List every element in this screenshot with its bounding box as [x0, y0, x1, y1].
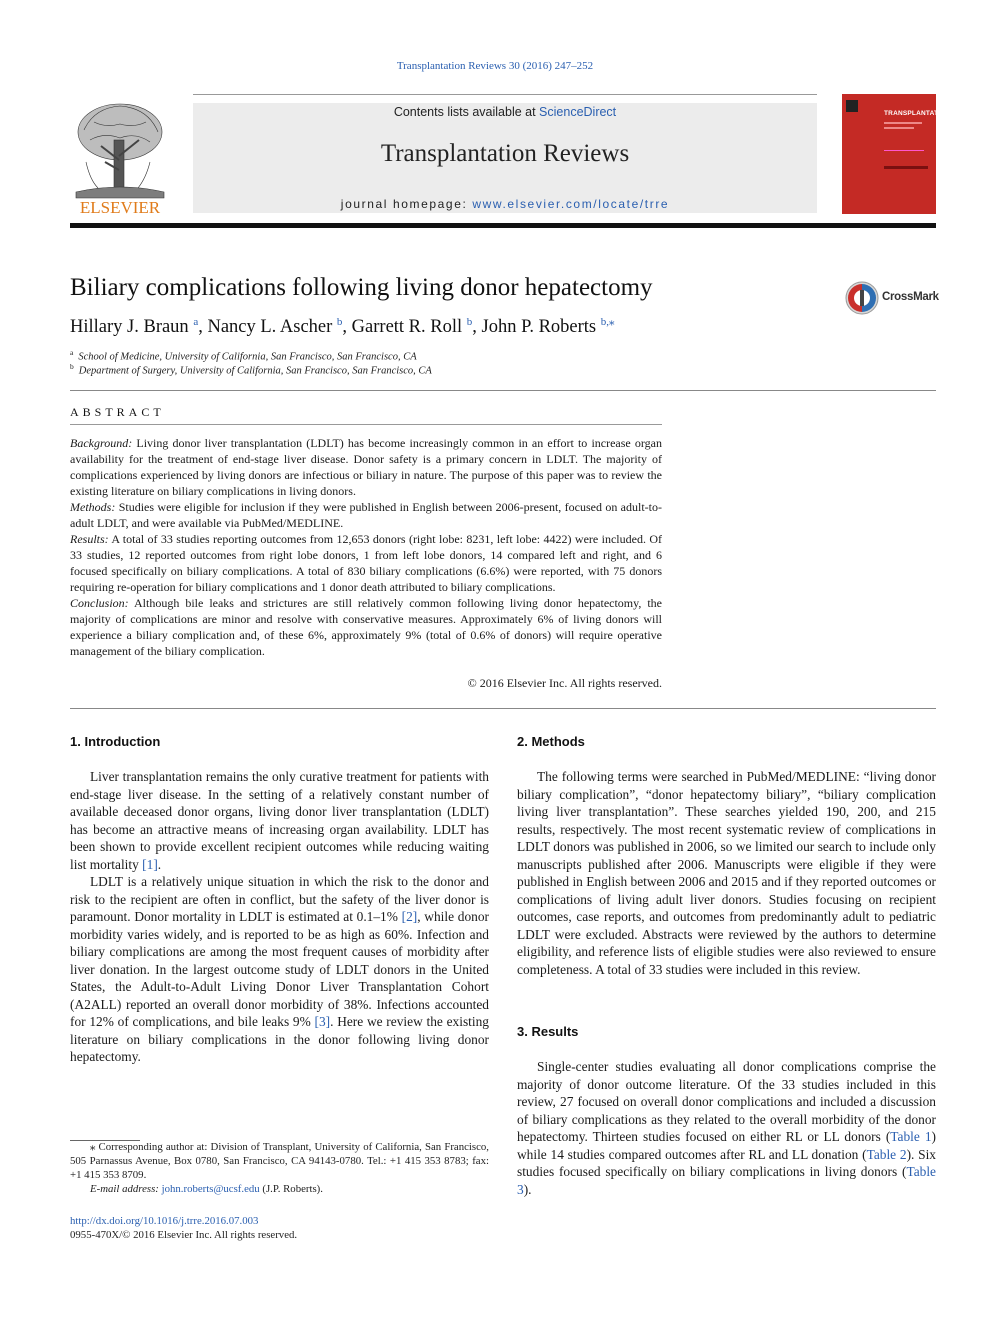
paragraph-text: .	[157, 856, 162, 872]
affiliation	[70, 362, 432, 377]
abstract-methods	[70, 499, 662, 531]
author-affiliation-mark[interactable]: b	[336, 316, 343, 328]
section-body-methods	[517, 768, 936, 978]
abstract-body	[70, 435, 662, 659]
email-suffix: (J.P. Roberts).	[259, 1183, 323, 1195]
affiliation-label: a	[70, 348, 74, 357]
abstract-label: Conclusion:	[70, 596, 129, 610]
email-line	[90, 1183, 323, 1195]
abstract-copyright: © 2016 Elsevier Inc. All rights reserved.	[467, 676, 662, 690]
abstract-text: Living donor liver transplantation (LDLT) has become increasingly common in an effort to increase organ availability for the treatment of end-stage liver disease. Donor safety is a primary concern in LDLT. The majority of complications experienced by living donors are infectious or biliary in nature. The purpose of this paper was to review the existing literature on biliary complications in living donors.	[70, 436, 663, 498]
email-link[interactable]: john.roberts@ucsf.edu	[161, 1183, 260, 1195]
affiliation	[70, 348, 417, 363]
elsevier-tree-icon	[70, 100, 170, 216]
homepage-link[interactable]: www.elsevier.com/locate/trre	[472, 197, 670, 211]
contents-line	[193, 105, 817, 119]
affiliation-label: b	[70, 362, 74, 371]
paragraph-text: . Here we review the existing literature on biliary complications in the donor following living donor hepatectomy.	[70, 1014, 489, 1064]
paragraph-text: ). Six studies focused specifically on biliary complications in living donors (	[517, 1146, 936, 1179]
abstract-heading-rule	[70, 424, 662, 425]
citation-link[interactable]: [2]	[401, 909, 418, 924]
author-list: Hillary J. Braun $^a$, Nancy L. Ascher $^b$, Garrett R. Roll $^b$, John P. Roberts $^{b,⁎}$	[70, 316, 615, 338]
section-heading-results: 3. Results	[517, 1024, 579, 1039]
elsevier-logo[interactable]	[70, 100, 170, 216]
abstract-text: Although bile leaks and strictures are still relatively common following living donor hepatectomy, the majority of complications are minor and resolve with conservative measures. Approximately 6% of living donors will experience a biliary complication and, of these 6%, approximately 9% (total of 0.6% of donors) will require operative management of the biliary complication.	[70, 596, 663, 658]
paragraph-text: The following terms were searched in PubMed/MEDLINE: “living donor biliary complication”, “donor hepatectomy biliary”, “biliary complication living liver transplantation”. These searches yielded 190, 200, and 215 results, respectively. The most recent systematic review of complications in LDLT donors was published in 2006, so we limited our search to include only manuscripts published after 2006. Manuscripts were eligible if they were published in English between 2006 and 2015 and if they reported outcomes or complications of living adult liver donors. Studies focusing on recipient outcomes, case reports, and outcomes from predominantly adult to pediatric LDLT were excluded. Abstracts were reviewed by the authors to determine eligibility, and reference lists of eligible studies were also reviewed to ensure completeness. A total of 33 studies were included in this review.	[517, 769, 936, 977]
paragraph	[517, 1058, 936, 1198]
abstract-conclusion	[70, 595, 662, 659]
author-name[interactable]: Hillary J. Braun	[70, 317, 189, 338]
journal-title: Transplantation Reviews	[380, 140, 630, 167]
journal-cover-thumbnail[interactable]	[842, 94, 951, 214]
paragraph-text: ) while 14 studies compared outcomes after RL and LL donation (	[517, 1129, 937, 1162]
abstract-results	[70, 531, 662, 595]
author-affiliation-mark[interactable]: b	[466, 316, 473, 328]
abstract-label: Methods:	[70, 500, 116, 514]
abstract-text: A total of 33 studies reporting outcomes from 12,653 donors (right lobe: 8231, left lobe: 4422) were included. Of 33 studies, 12 reported outcomes from right lobe donors, 1 from left lobe donors, 14 compared left and right, and 6 focused specifically on biliary complications. A total of 830 biliary complications (6.6%) were reported, with 75 donors requiring re-operation for biliary complications and 1 donor death attributed to biliary complications.	[70, 532, 662, 594]
table-link[interactable]: Table 2	[866, 1146, 907, 1162]
paragraph	[517, 768, 936, 978]
author-name[interactable]: Nancy L. Ascher	[207, 317, 333, 338]
sciencedirect-link[interactable]: ScienceDirect	[539, 105, 617, 119]
paragraph-text: ).	[523, 1181, 532, 1197]
section-heading-methods: 2. Methods	[517, 734, 585, 749]
email-label: E-mail address:	[90, 1183, 162, 1195]
contents-prefix: Contents lists available at	[393, 105, 540, 119]
section-body-results	[517, 1058, 936, 1198]
citation-link[interactable]: [3]	[314, 1014, 331, 1029]
citation-link[interactable]: [1]	[142, 856, 158, 872]
cover-decoration	[884, 127, 914, 129]
header-top-rule	[193, 94, 817, 95]
affiliation-text: School of Medicine, University of California, San Francisco, San Francisco, CA	[78, 351, 417, 363]
cover-decoration	[884, 166, 928, 169]
cover-decoration	[884, 122, 922, 124]
abstract-label: Results:	[70, 532, 109, 546]
doi-link[interactable]: http://dx.doi.org/10.1016/j.trre.2016.07.003	[70, 1215, 259, 1227]
svg-text:ELSEVIER: ELSEVIER	[79, 198, 161, 217]
affiliation-rule	[70, 390, 936, 391]
section-heading-introduction: 1. Introduction	[70, 734, 161, 749]
crossmark-label[interactable]: CrossMark	[882, 291, 939, 303]
cover-decoration	[884, 150, 924, 163]
paragraph-text: , while donor morbidity varies widely, and is reported to be as high as 60%. Infection and biliary complications are among the most frequent causes of morbidity after liver donation. In the largest outcome study of LDLT donors in the United States, the Adult-to-Adult Living Donor Liver Transplantation Cohort (A2ALL) reported an overall donor morbidity of 38%. Infections accounted for 12% of complications, and bile leaks 9%	[70, 909, 489, 1029]
author-name[interactable]: Garrett R. Roll	[351, 317, 463, 338]
cover-badge-icon	[846, 100, 858, 112]
crossmark-icon	[844, 280, 880, 316]
abstract-text: Studies were eligible for inclusion if they were published in English between 2006-present, focused on adult-to-adult LDLT, and were available via PubMed/MEDLINE.	[70, 500, 663, 530]
abstract-background	[70, 435, 662, 499]
article-title: Biliary complications following living donor hepatectomy	[70, 274, 653, 301]
journal-reference[interactable]: Transplantation Reviews 30 (2016) 247–252	[396, 60, 594, 72]
issn-copyright: 0955-470X/© 2016 Elsevier Inc. All rights reserved.	[70, 1229, 298, 1241]
corresponding-author-footnote	[70, 1140, 489, 1182]
abstract-end-rule	[70, 708, 936, 709]
header-thick-rule	[70, 223, 936, 228]
table-link[interactable]: Table 3	[517, 1164, 936, 1197]
author-name[interactable]: John P. Roberts	[481, 317, 597, 338]
footnote-text: ⁎ Corresponding author at: Division of Transplant, University of California, San Francisco, 505 Parnassus Avenue, Box 0780, San Francisco, CA 94143-0780. Tel.: +1 415 353 8783; fax: +1 415 353 8709.	[70, 1141, 489, 1181]
author-affiliation-mark[interactable]: b,⁎	[600, 316, 615, 328]
abstract-heading: ABSTRACT	[70, 405, 165, 419]
paragraph-text: Single-center studies evaluating all donor complications comprise the majority of donor outcome literature. Of the 33 studies included in this review, 27 focused on overall donor complications and included a discussion of biliary complications as they related to the overall morbidity of the donor hepatectomy. Thirteen studies focused on either RL or LL donors (	[517, 1059, 936, 1144]
homepage-label: journal homepage:	[340, 197, 473, 211]
paragraph-text: LDLT is a relatively unique situation in which the risk to the donor and risk to the recipient are often in conflict, but the safety of the liver donor is paramount. Donor mortality in LDLT is estimated at 0.1–1%	[70, 874, 489, 924]
paragraph-text: Liver transplantation remains the only curative treatment for patients with end-stage liver disease. In the setting of a relatively constant number of available deceased donor organs, living donor liver transplantation (LDLT) has become an attractive means of increasing organ availability. LDLT has been shown to provide excellent recipient outcomes while reducing waiting list mortality	[70, 769, 489, 872]
journal-homepage	[193, 197, 817, 211]
abstract-label: Background:	[70, 436, 133, 450]
affiliation-text: Department of Surgery, University of California, San Francisco, San Francisco, CA	[78, 365, 432, 377]
section-body-introduction	[70, 768, 489, 1066]
cover-title: TRANSPLANTATION	[884, 110, 951, 117]
paragraph	[70, 768, 489, 873]
table-link[interactable]: Table 1	[890, 1129, 932, 1144]
author-affiliation-mark[interactable]: a	[193, 316, 199, 328]
paragraph	[70, 873, 489, 1066]
